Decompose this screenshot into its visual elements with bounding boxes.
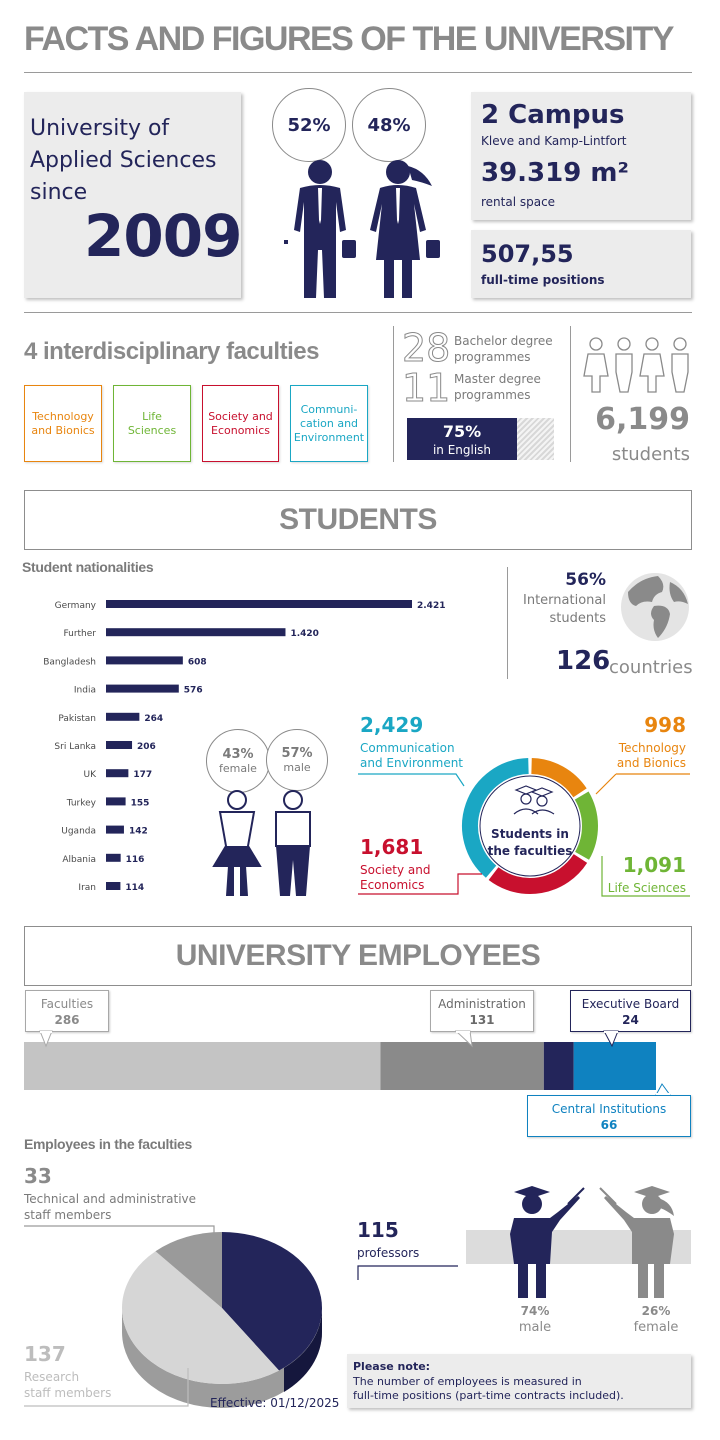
bar-value-label: 264	[144, 713, 164, 724]
administration-callout	[430, 990, 534, 1032]
female-students-percent: 43%	[222, 747, 254, 762]
donut-category-label: Communication	[360, 741, 455, 755]
divider	[24, 312, 692, 313]
bar-category-label: Uganda	[61, 826, 96, 837]
central-institutions-callout-value: 66	[600, 1118, 618, 1132]
male-professor-label: male	[518, 1320, 552, 1335]
bar-category-label: India	[73, 685, 96, 696]
faculty-life-sciences[interactable]	[113, 385, 191, 462]
bar	[106, 600, 412, 608]
bar-category-label: Pakistan	[58, 713, 96, 724]
english-percent: 75%	[442, 422, 482, 441]
master-label-2: programmes	[454, 388, 531, 402]
donut-slice	[582, 796, 590, 856]
effective-date: Effective: 01/12/2025	[210, 1396, 340, 1410]
note-panel	[347, 1354, 691, 1408]
employees-faculties-heading: Employees in the faculties	[24, 1136, 193, 1152]
female-percent: 48%	[367, 114, 411, 136]
callout-pointers	[0, 1028, 720, 1098]
employees-section-title: UNIVERSITY EMPLOYEES	[175, 939, 541, 972]
bar-category-label: UK	[83, 770, 96, 781]
donut-center-label: the faculties	[487, 844, 573, 858]
founding-panel	[24, 92, 241, 298]
bachelor-label-1: Bachelor degree	[454, 334, 553, 348]
bar	[106, 628, 285, 636]
international-label-1: International	[523, 593, 606, 608]
female-students-bubble	[206, 729, 270, 793]
faculty-label: Life Sciences	[127, 409, 177, 437]
donut-value-label: 2,429	[360, 713, 424, 737]
bar	[106, 685, 179, 693]
rental-value: 39.319 m²	[481, 158, 629, 188]
globe-icon	[618, 570, 692, 644]
male-students-label: male	[283, 761, 311, 774]
page-title: FACTS AND FIGURES OF THE UNIVERSITY	[24, 20, 673, 58]
bar	[106, 854, 121, 862]
tech-staff-label-1: Technical and administrative	[24, 1192, 197, 1206]
bar-category-label: Germany	[54, 601, 96, 611]
bar	[106, 713, 139, 721]
note-line-2: full-time positions (part-time contracts included).	[353, 1389, 624, 1402]
tech-staff-value: 33	[24, 1164, 52, 1188]
bar-value-label: 2.421	[417, 601, 446, 611]
positions-panel	[471, 230, 691, 298]
divider-vertical	[570, 326, 571, 462]
administration-callout-label: Administration	[438, 997, 526, 1011]
donut-value-label: 1,681	[360, 835, 424, 859]
faculties-heading: 4 interdisciplinary faculties	[24, 338, 319, 365]
female-professor-icon	[596, 1184, 686, 1300]
countries-number: 126	[556, 646, 611, 676]
faculty-label: Communi-cation and Environment	[293, 402, 365, 444]
students-section-title: STUDENTS	[279, 503, 437, 536]
founding-line2: Applied Sciences	[30, 148, 217, 173]
bachelor-label-2: programmes	[454, 350, 531, 364]
male-student-icon	[270, 790, 316, 898]
founding-line3: since	[30, 180, 88, 205]
bar-value-label: 114	[125, 883, 145, 893]
bar-category-label: Iran	[78, 883, 96, 893]
donut-leader-line	[358, 774, 464, 786]
professors-value: 115	[357, 1218, 399, 1242]
bar-category-label: Turkey	[66, 798, 96, 809]
bar-category-label: Further	[63, 629, 96, 640]
campus-title: 2 Campus	[481, 100, 625, 130]
tech-staff-label-2: staff members	[24, 1208, 112, 1222]
rental-label: rental space	[481, 195, 556, 209]
donut-category-label: Society and	[360, 863, 431, 877]
countries-label: countries	[609, 657, 693, 678]
bar-category-label: Albania	[62, 854, 96, 865]
central-institutions-callout	[527, 1095, 691, 1137]
donut-category-label: and Environment	[360, 756, 464, 770]
positions-value: 507,55	[481, 240, 574, 268]
donut-value-label: 998	[644, 713, 686, 737]
campus-panel	[471, 92, 691, 220]
international-label-2: students	[549, 611, 606, 626]
bar	[106, 797, 126, 805]
faculty-label: Technology and Bionics	[31, 409, 95, 437]
bar-value-label: 608	[187, 657, 207, 668]
master-label-1: Master degree	[454, 372, 541, 386]
note-title: Please note:	[353, 1360, 431, 1373]
donut-value-label: 1,091	[622, 853, 686, 877]
bar	[106, 656, 183, 664]
faculties-callout	[25, 990, 109, 1032]
students-total: 6,199	[595, 402, 690, 437]
female-professor-percent: 26%	[641, 1304, 671, 1318]
businessman-icon	[280, 160, 360, 300]
bar	[106, 826, 124, 834]
research-staff-label-1: Research	[24, 1370, 80, 1384]
donut-category-label: Technology	[618, 741, 686, 755]
faculty-technology-bionics[interactable]	[24, 385, 102, 462]
faculty-communication-environment[interactable]	[290, 385, 368, 462]
female-percent-bubble	[352, 88, 426, 162]
bar-value-label: 116	[125, 854, 145, 865]
bachelor-number: 28	[402, 326, 451, 370]
nationalities-heading: Student nationalities	[22, 559, 154, 575]
research-staff-label-2: staff members	[24, 1386, 112, 1400]
students-section-header	[24, 490, 692, 550]
executive-board-callout-label: Executive Board	[581, 997, 680, 1011]
divider	[24, 72, 692, 73]
male-professor-icon	[498, 1184, 588, 1300]
founding-year: 2009	[84, 202, 242, 270]
divider-vertical	[393, 326, 394, 462]
bar-value-label: 177	[133, 770, 153, 781]
master-number: 11	[402, 366, 451, 410]
pie-leader-line	[358, 1266, 458, 1280]
donut-category-label: Economics	[360, 878, 425, 892]
executive-board-callout-value: 24	[622, 1013, 639, 1027]
bar-value-label: 1.420	[290, 629, 319, 640]
professors-label: professors	[357, 1246, 420, 1260]
english-label: in English	[432, 443, 492, 457]
faculty-label: Society and Economics	[208, 409, 273, 437]
note-line-1: The number of employees is measured in	[353, 1375, 582, 1388]
bar	[106, 769, 128, 777]
donut-leader-line	[596, 774, 690, 794]
campus-subtitle: Kleve and Kamp-Lintfort	[481, 134, 627, 148]
faculty-society-economics[interactable]	[202, 385, 279, 462]
students-group-icon	[582, 336, 692, 394]
male-professor-percent: 74%	[520, 1304, 550, 1318]
male-percent: 52%	[287, 114, 331, 136]
bar-value-label: 206	[137, 742, 156, 752]
donut-center	[480, 776, 580, 876]
faculties-callout-value: 286	[54, 1013, 80, 1027]
employees-section-header	[24, 926, 692, 986]
bar	[106, 882, 120, 890]
positions-label: full-time positions	[481, 273, 605, 287]
businesswoman-icon	[358, 160, 448, 300]
donut-category-label: and Bionics	[616, 756, 686, 770]
english-progress-bar	[407, 418, 554, 460]
international-percent: 56%	[565, 570, 606, 590]
bar-value-label: 155	[130, 798, 150, 809]
donut-center-label: Students in	[491, 827, 569, 841]
administration-callout-value: 131	[469, 1013, 495, 1027]
bar-value-label: 142	[128, 826, 148, 837]
faculties-callout-label: Faculties	[40, 997, 94, 1011]
students-label: students	[611, 444, 690, 465]
bar-value-label: 576	[183, 685, 203, 696]
executive-board-callout	[570, 990, 691, 1032]
male-percent-bubble	[272, 88, 346, 162]
bar-category-label: Sri Lanka	[54, 742, 96, 752]
female-student-icon	[208, 790, 266, 898]
research-staff-value: 137	[24, 1342, 66, 1366]
male-students-percent: 57%	[281, 746, 313, 761]
bar-category-label: Bangladesh	[43, 657, 96, 668]
founding-line1: University of	[30, 116, 170, 141]
male-students-bubble	[266, 729, 328, 791]
faculty-students-donut	[356, 706, 692, 904]
donut-category-label: Life Sciences	[607, 881, 686, 895]
female-students-label: female	[219, 762, 257, 775]
female-professor-label: female	[633, 1320, 679, 1335]
central-institutions-callout-label: Central Institutions	[551, 1102, 667, 1116]
bar	[106, 741, 132, 749]
